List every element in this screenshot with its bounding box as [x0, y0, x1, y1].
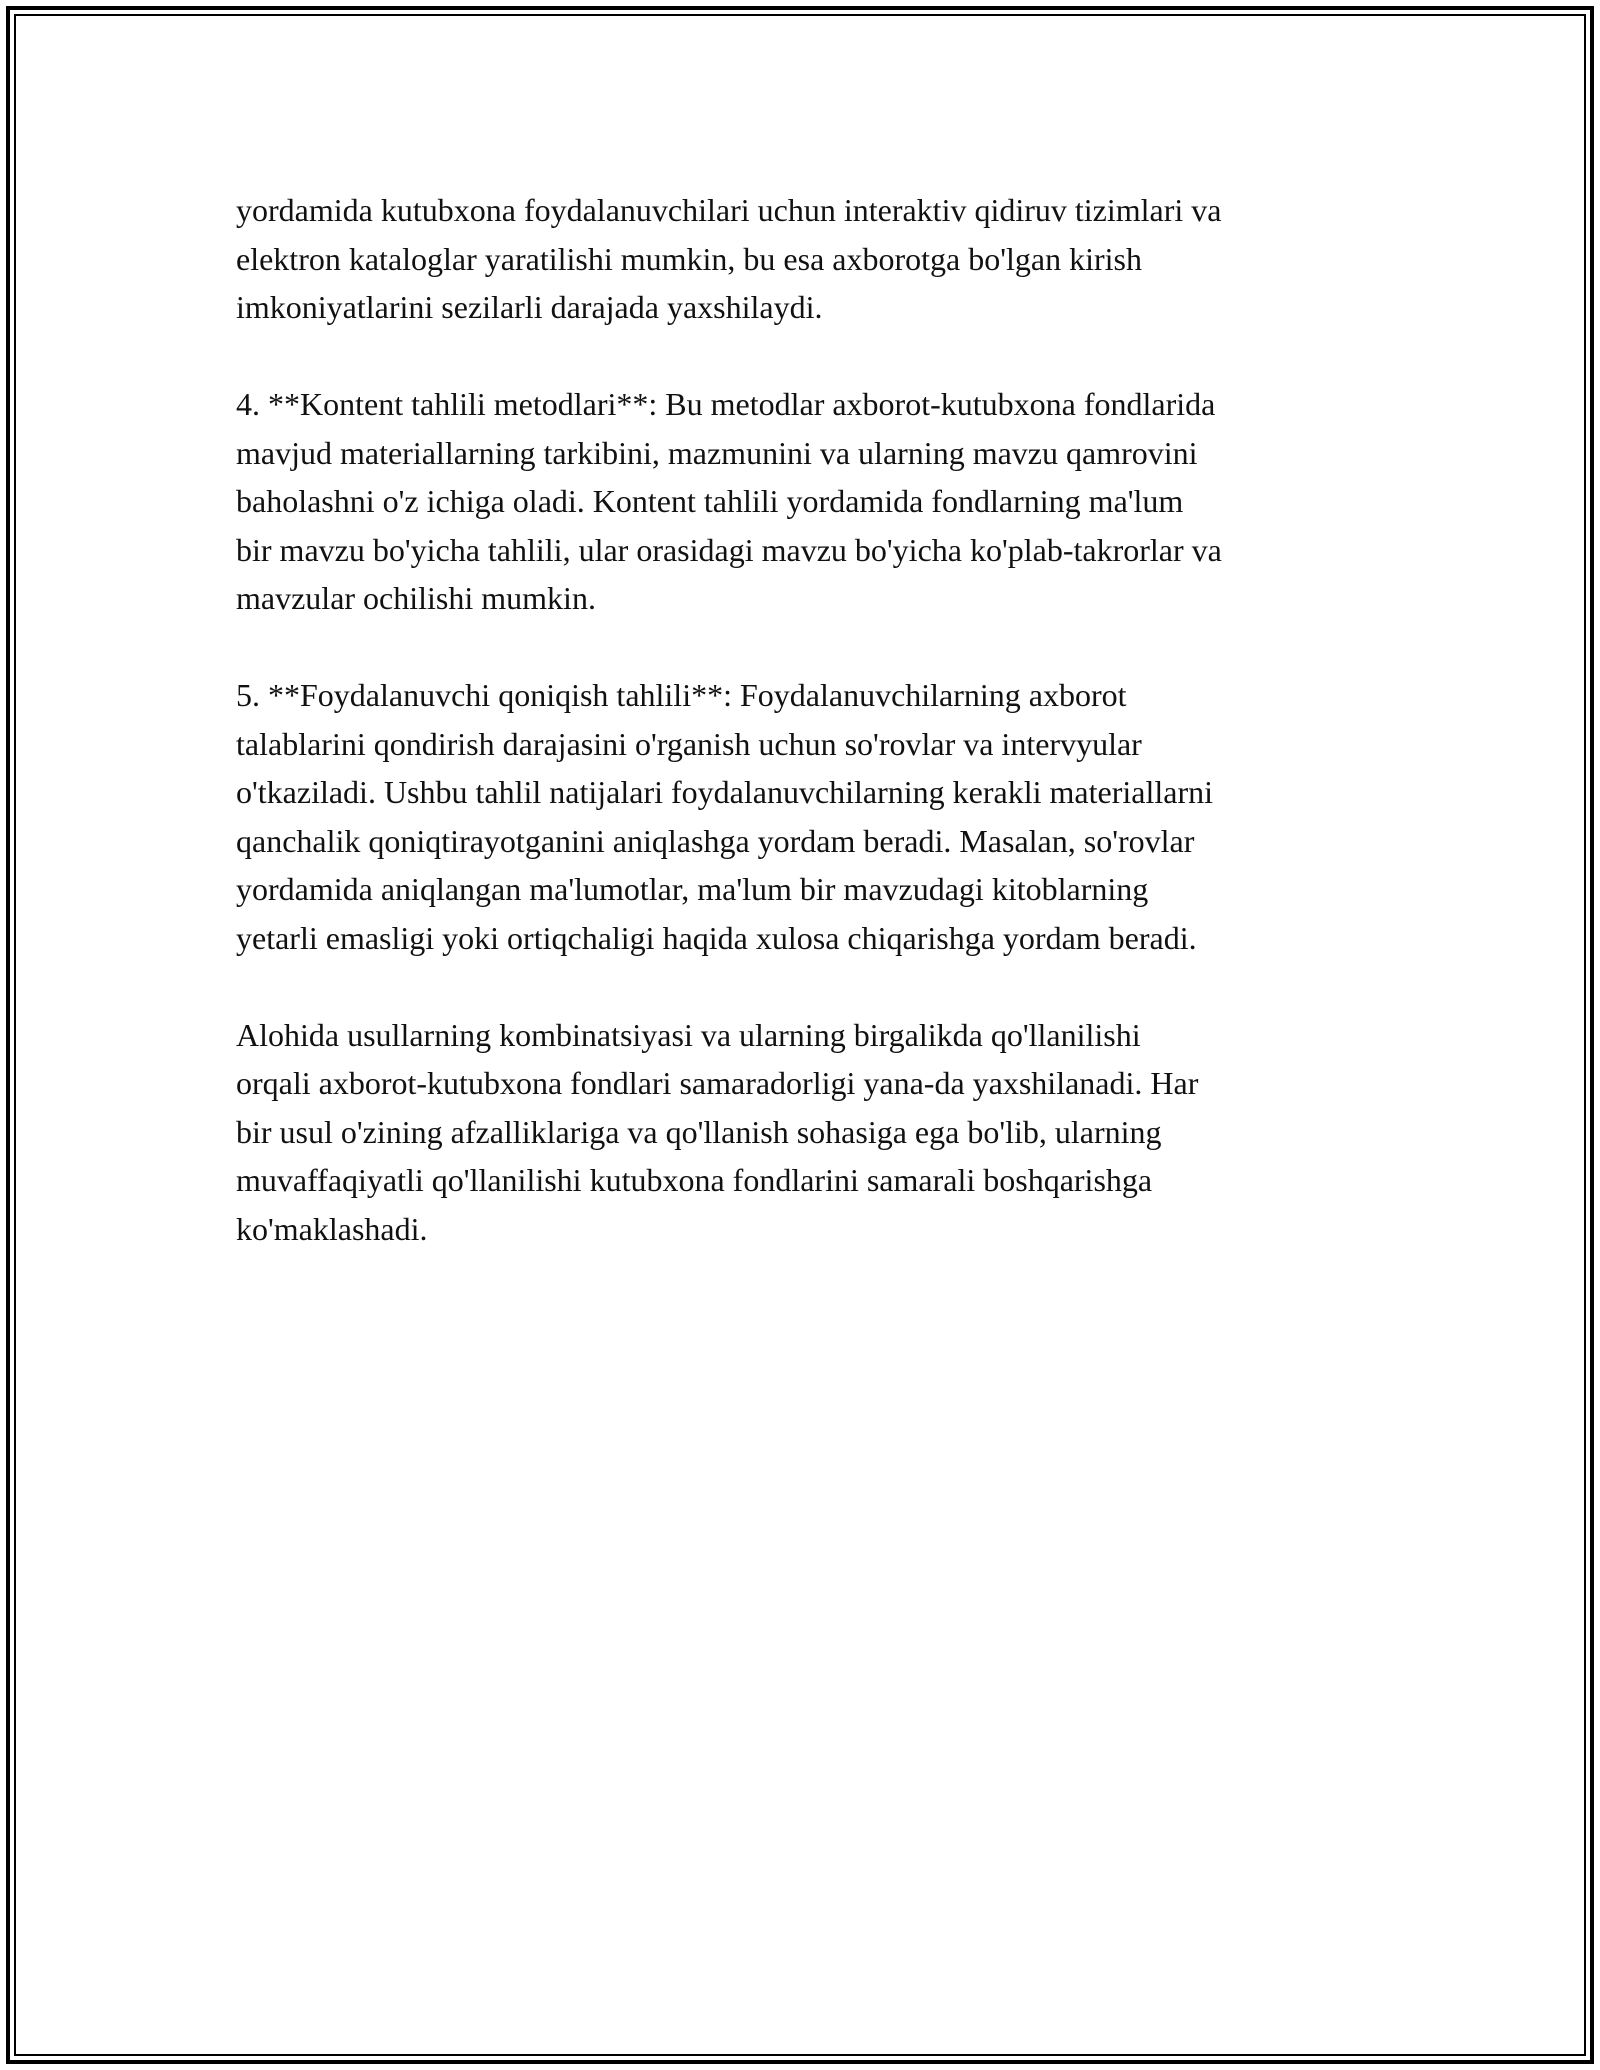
paragraph-content-analysis — [236, 380, 1376, 623]
text-line: o'tkaziladi. Ushbu tahlil natijalari foydalanuvchilarning kerakli materiallarni — [236, 774, 1213, 810]
text-line: baholashni o'z ichiga oladi. Kontent tahlili yordamida fondlarning ma'lum — [236, 483, 1184, 519]
paragraph-intro-continuation — [236, 186, 1376, 332]
document-body — [236, 186, 1376, 1302]
text-line: yordamida aniqlangan ma'lumotlar, ma'lum bir mavzudagi kitoblarning — [236, 871, 1149, 907]
text-line: talablarini qondirish darajasini o'rganish uchun so'rovlar va intervyular — [236, 725, 1142, 762]
text-line: bir usul o'zining afzalliklariga va qo'llanish sohasiga ega bo'lib, ularning — [236, 1113, 1162, 1150]
text-line: imkoniyatlarini sezilarli darajada yaxshilaydi. — [236, 289, 823, 325]
paragraph-user-satisfaction — [236, 671, 1376, 962]
text-line: Alohida usullarning kombinatsiyasi va ularning birgalikda qo'llanilishi — [236, 1016, 1141, 1053]
text-line: qanchalik qoniqtirayotganini aniqlashga yordam beradi. Masalan, so'rovlar — [236, 822, 1195, 859]
paragraph-conclusion — [236, 1011, 1376, 1254]
text-line: 5. **Foydalanuvchi qoniqish tahlili**: Foydalanuvchilarning axborot — [236, 677, 1127, 713]
text-line: 4. **Kontent tahlili metodlari**: Bu metodlar axborot-kutubxona fondlarida — [236, 386, 1216, 422]
text-line: yetarli emasligi yoki ortiqchaligi haqida xulosa chiqarishga yordam beradi. — [236, 919, 1197, 956]
text-line: mavjud materiallarning tarkibini, mazmunini va ularning mavzu qamrovini — [236, 434, 1198, 471]
text-line: yordamida kutubxona foydalanuvchilari uchun interaktiv qidiruv tizimlari va — [236, 192, 1222, 228]
text-line: elektron kataloglar yaratilishi mumkin, bu esa axborotga bo'lgan kirish — [236, 240, 1142, 277]
text-line: ko'maklashadi. — [236, 1210, 428, 1247]
text-line: mavzular ochilishi mumkin. — [236, 580, 596, 616]
text-line: bir mavzu bo'yicha tahlili, ular orasidagi mavzu bo'yicha ko'plab-takrorlar va — [236, 531, 1222, 568]
text-line: muvaffaqiyatli qo'llanilishi kutubxona fondlarini samarali boshqarishga — [236, 1162, 1153, 1198]
text-line: orqali axborot-kutubxona fondlari samaradorligi yana-da yaxshilanadi. Har — [236, 1065, 1199, 1101]
